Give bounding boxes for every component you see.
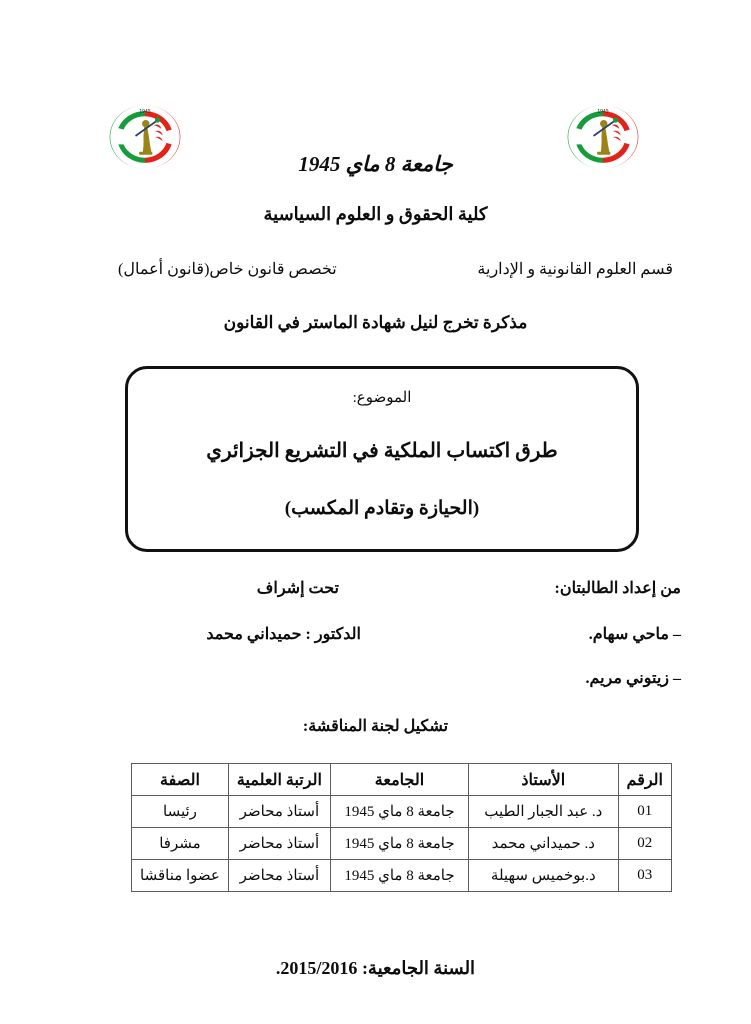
authors-block — [554, 578, 681, 712]
committee-table — [131, 763, 672, 892]
supervisor-name: الدكتور : حميداني محمد — [206, 626, 361, 643]
subject-label: الموضوع: — [352, 390, 412, 406]
cell-rank: أستاذ محاضر — [228, 860, 330, 892]
svg-text:1945: 1945 — [597, 109, 609, 115]
col-header-university: الجامعة — [330, 764, 468, 796]
cell-rank: أستاذ محاضر — [228, 796, 330, 828]
col-header-role: الصفة — [132, 764, 229, 796]
cell-number: 02 — [618, 828, 671, 860]
cell-professor: د. حميداني محمد — [469, 828, 619, 860]
cell-role: عضوا مناقشا — [132, 860, 229, 892]
cell-number: 01 — [618, 796, 671, 828]
supervisor-block — [206, 578, 361, 644]
committee-label: تشكيل لجنة المناقشة: — [302, 718, 449, 735]
cell-professor: د.بوخميس سهيلة — [469, 860, 619, 892]
academic-year: السنة الجامعية: 2015/2016. — [275, 958, 476, 978]
cell-number: 03 — [618, 860, 671, 892]
col-header-professor: الأستاذ — [469, 764, 619, 796]
thesis-subtitle: (الحيازة وتقادم المكسب) — [284, 498, 480, 519]
svg-text:1945: 1945 — [139, 109, 151, 115]
cell-university: جامعة 8 ماي 1945 — [330, 796, 468, 828]
table-row — [132, 796, 672, 828]
university-name: جامعة 8 ماي 1945 — [298, 152, 453, 176]
author-name-2: – زيتوني مريم. — [585, 670, 681, 687]
col-header-rank: الرتبة العلمية — [228, 764, 330, 796]
cell-role: مشرفا — [132, 828, 229, 860]
cell-university: جامعة 8 ماي 1945 — [330, 860, 468, 892]
degree-statement: مذكرة تخرج لنيل شهادة الماستر في القانون — [223, 313, 528, 332]
supervisor-heading: تحت إشراف — [256, 580, 339, 597]
table-row — [132, 828, 672, 860]
faculty-name: كلية الحقوق و العلوم السياسية — [263, 204, 488, 224]
thesis-title: طرق اكتساب الملكية في التشريع الجزائري — [206, 440, 558, 462]
author-name-1: – ماحي سهام. — [588, 626, 681, 643]
speciality-name: تخصص قانون خاص(قانون أعمال) — [118, 261, 337, 278]
col-header-number: الرقم — [618, 764, 671, 796]
cell-rank: أستاذ محاضر — [228, 828, 330, 860]
cell-role: رئيسا — [132, 796, 229, 828]
table-header-row — [132, 764, 672, 796]
department-name: قسم العلوم القانونية و الإدارية — [477, 261, 673, 278]
authors-heading: من إعداد الطالبتان: — [554, 580, 681, 597]
cell-university: جامعة 8 ماي 1945 — [330, 828, 468, 860]
cell-professor: د. عبد الجبار الطيب — [469, 796, 619, 828]
department-row — [118, 259, 673, 279]
table-row — [132, 860, 672, 892]
